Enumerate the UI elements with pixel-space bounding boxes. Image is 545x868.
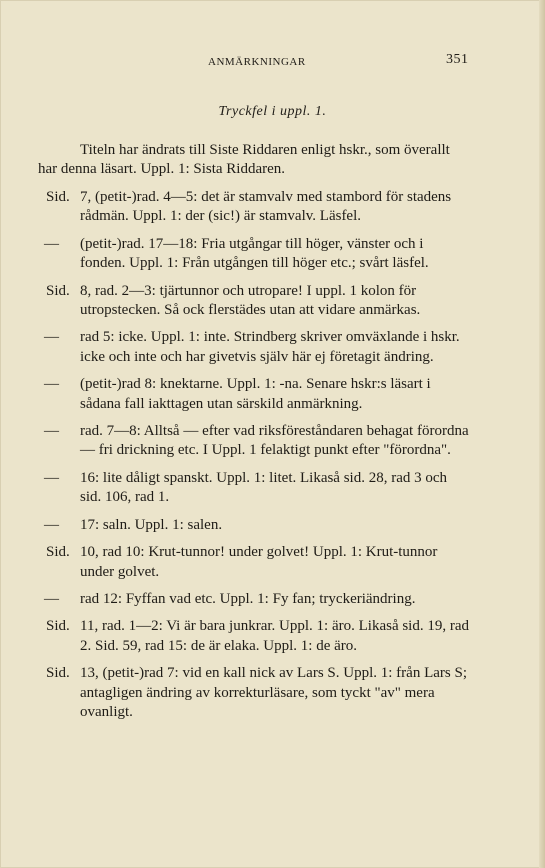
note-marker: Sid.	[46, 544, 70, 561]
note-marker: —	[44, 590, 59, 607]
note-text: 16: lite dåligt spanskt. Uppl. 1: litet. Likaså sid. 28, rad 3 och sid. 106, rad 1.	[80, 469, 448, 506]
note-text: (petit-)rad. 17—18: Fria utgångar till höger, vänster och i fonden. Uppl. 1: Från utgången till höger etc.; svårt läsfel.	[80, 235, 429, 272]
note-entry	[0, 282, 545, 321]
note-marker: Sid.	[46, 189, 70, 205]
note-text: 8, rad. 2—3: tjärtunnor och utropare! I uppl. 1 kolon för utropstecken. Så ock flerstädes utan att vidare anmärkas.	[80, 282, 421, 319]
note-entry	[0, 664, 545, 722]
note-entry	[0, 516, 545, 535]
note-marker: Sid.	[46, 665, 70, 682]
intro-paragraph: Titeln har ändrats till Siste Riddaren enligt hskr., som överallt har denna läsart. Uppl. 1: Sista Riddaren.	[38, 142, 450, 177]
note-text: (petit-)rad 8: knektarne. Uppl. 1: -na. Senare hskr:s läsart i sådana fall iakttagen utan särskild anmärkning.	[80, 376, 431, 412]
note-text: rad 12: Fyffan vad etc. Uppl. 1: Fy fan; tryckeriändring.	[80, 590, 416, 607]
note-entry	[0, 328, 545, 367]
note-entry	[0, 422, 545, 461]
notes-list	[0, 188, 545, 730]
note-marker: Sid.	[46, 282, 70, 299]
note-text: rad. 7—8: Alltså — efter vad riksföreståndaren behagat förordna — fri drickning etc. I Uppl. 1 felaktigt punkt efter "förordna".	[80, 423, 469, 459]
note-text: rad 5: icke. Uppl. 1: inte. Strindberg skriver omväxlande i hskr. icke och inte och har givetvis själv här ej företagit ändring.	[80, 329, 460, 365]
note-text: 17: saln. Uppl. 1: salen.	[80, 516, 223, 533]
note-text: 7, (petit-)rad. 4—5: det är stamvalv med stambord för stadens rådmän. Uppl. 1: der (sic!) är stamvalv. Läsfel.	[80, 189, 452, 225]
note-marker: —	[44, 469, 59, 486]
note-entry	[0, 469, 545, 508]
note-entry	[0, 590, 545, 609]
page-number: 351	[446, 52, 469, 67]
note-text: 13, (petit-)rad 7: vid en kall nick av Lars S. Uppl. 1: från Lars S; antagligen ändring av korrekturläsare, som tyckt "av" mera ovanligt.	[80, 665, 467, 720]
running-title: ANMÄRKNINGAR	[208, 56, 306, 68]
note-marker: —	[44, 235, 59, 252]
note-entry	[0, 617, 545, 656]
note-marker: —	[44, 516, 59, 533]
note-entry	[0, 188, 545, 227]
note-marker: —	[44, 423, 59, 440]
note-entry	[0, 543, 545, 582]
note-marker: —	[44, 376, 59, 393]
note-text: 11, rad. 1—2: Vi är bara junkrar. Uppl. 1: äro. Likaså sid. 19, rad 2. Sid. 59, rad 15: de är elaka. Uppl. 1: de äro.	[80, 618, 470, 654]
note-text: 10, rad 10: Krut-tunnor! under golvet! Uppl. 1: Krut-tunnor under golvet.	[80, 544, 438, 580]
note-entry	[0, 235, 545, 274]
note-entry	[0, 375, 545, 414]
note-marker: Sid.	[46, 618, 70, 635]
note-marker: —	[44, 329, 59, 346]
section-title: Tryckfel i uppl. 1.	[218, 104, 327, 119]
